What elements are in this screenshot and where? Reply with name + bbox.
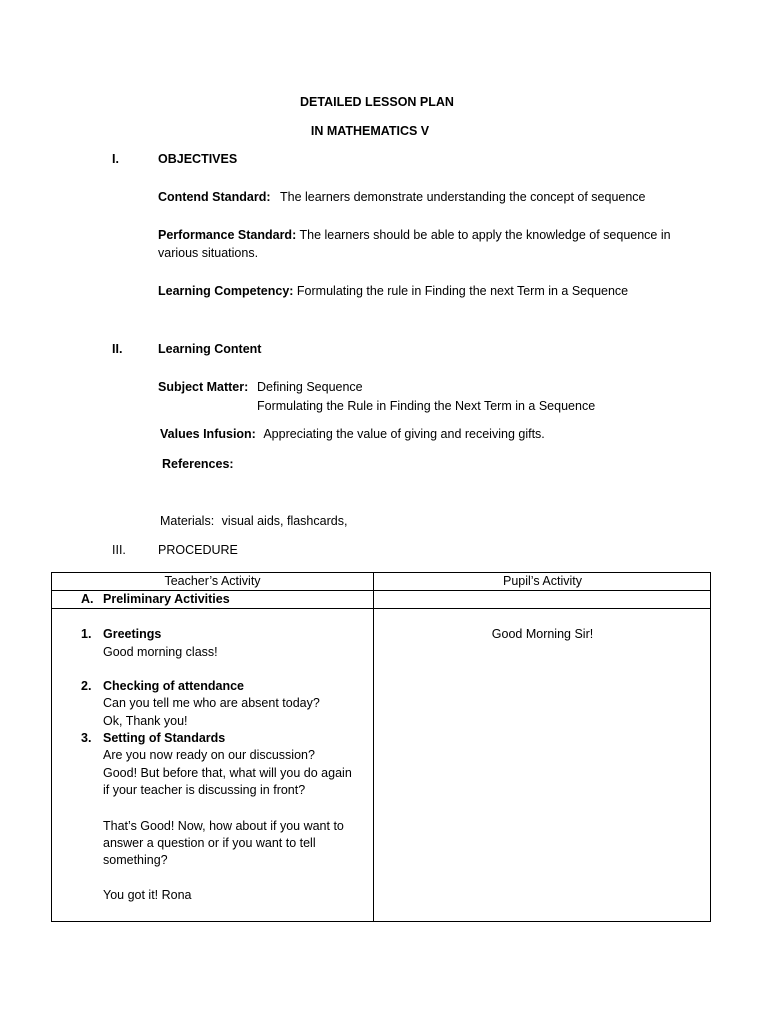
performance-standard-label: Performance Standard: — [158, 228, 297, 242]
item-3-title: Setting of Standards — [103, 731, 226, 745]
table-column-divider — [373, 573, 374, 921]
item-3-line-9: You got it! Rona — [103, 888, 192, 902]
section-3-numeral: III. — [112, 543, 126, 557]
item-2-line-2: Ok, Thank you! — [103, 714, 188, 728]
item-3-line-5: That’s Good! Now, how about if you want to — [103, 819, 344, 833]
item-3-line-7: something? — [103, 853, 168, 867]
column-header-teacher: Teacher’s Activity — [164, 574, 261, 588]
performance-standard-text-1: The learners should be able to apply the knowledge of sequence in — [299, 228, 671, 242]
performance-standard — [158, 228, 671, 242]
learning-competency — [158, 284, 628, 298]
values-infusion — [160, 427, 545, 441]
materials — [160, 514, 347, 528]
part-a-title: Preliminary Activities — [103, 592, 230, 606]
materials-text: visual aids, flashcards, — [221, 514, 348, 528]
pupil-response-1: Good Morning Sir! — [491, 627, 594, 641]
item-1-line-1: Good morning class! — [103, 645, 218, 659]
values-infusion-text: Appreciating the value of giving and receiving gifts. — [263, 427, 545, 441]
section-2-heading: Learning Content — [158, 342, 262, 356]
section-1-numeral: I. — [112, 152, 119, 166]
column-header-pupil: Pupil’s Activity — [503, 574, 582, 588]
learning-competency-label: Learning Competency: — [158, 284, 294, 298]
performance-standard-text-2: various situations. — [158, 246, 259, 260]
item-3-number: 3. — [81, 731, 92, 745]
item-3-line-6: answer a question or if you want to tell — [103, 836, 316, 850]
materials-label: Materials: — [160, 514, 215, 528]
title-line-2: IN MATHEMATICS V — [310, 124, 430, 138]
section-2-numeral: II. — [112, 342, 123, 356]
item-2-title: Checking of attendance — [103, 679, 244, 693]
part-a-marker: A. — [81, 592, 94, 606]
content-standard-label: Contend Standard: — [158, 190, 271, 204]
item-3-line-1: Are you now ready on our discussion? — [103, 748, 315, 762]
item-2-line-1: Can you tell me who are absent today? — [103, 696, 320, 710]
subject-matter-label: Subject Matter: — [158, 380, 249, 394]
section-1-heading: OBJECTIVES — [158, 152, 238, 166]
subject-matter-line-2: Formulating the Rule in Finding the Next Term in a Sequence — [257, 399, 596, 413]
procedure-table — [51, 572, 711, 922]
item-1-title: Greetings — [103, 627, 162, 641]
content-standard — [158, 190, 646, 204]
references-label: References: — [162, 457, 234, 471]
item-3-line-3: if your teacher is discussing in front? — [103, 783, 306, 797]
values-infusion-label: Values Infusion: — [160, 427, 256, 441]
section-3-heading: PROCEDURE — [158, 543, 238, 557]
item-3-line-2: Good! But before that, what will you do again — [103, 766, 352, 780]
content-standard-text: The learners demonstrate understanding the concept of sequence — [279, 190, 646, 204]
item-2-number: 2. — [81, 679, 92, 693]
title-line-1: DETAILED LESSON PLAN — [300, 95, 454, 109]
learning-competency-text: Formulating the rule in Finding the next Term in a Sequence — [296, 284, 629, 298]
table-header-divider — [52, 590, 710, 591]
item-1-number: 1. — [81, 627, 92, 641]
table-section-divider — [52, 608, 710, 609]
subject-matter-line-1: Defining Sequence — [257, 380, 363, 394]
